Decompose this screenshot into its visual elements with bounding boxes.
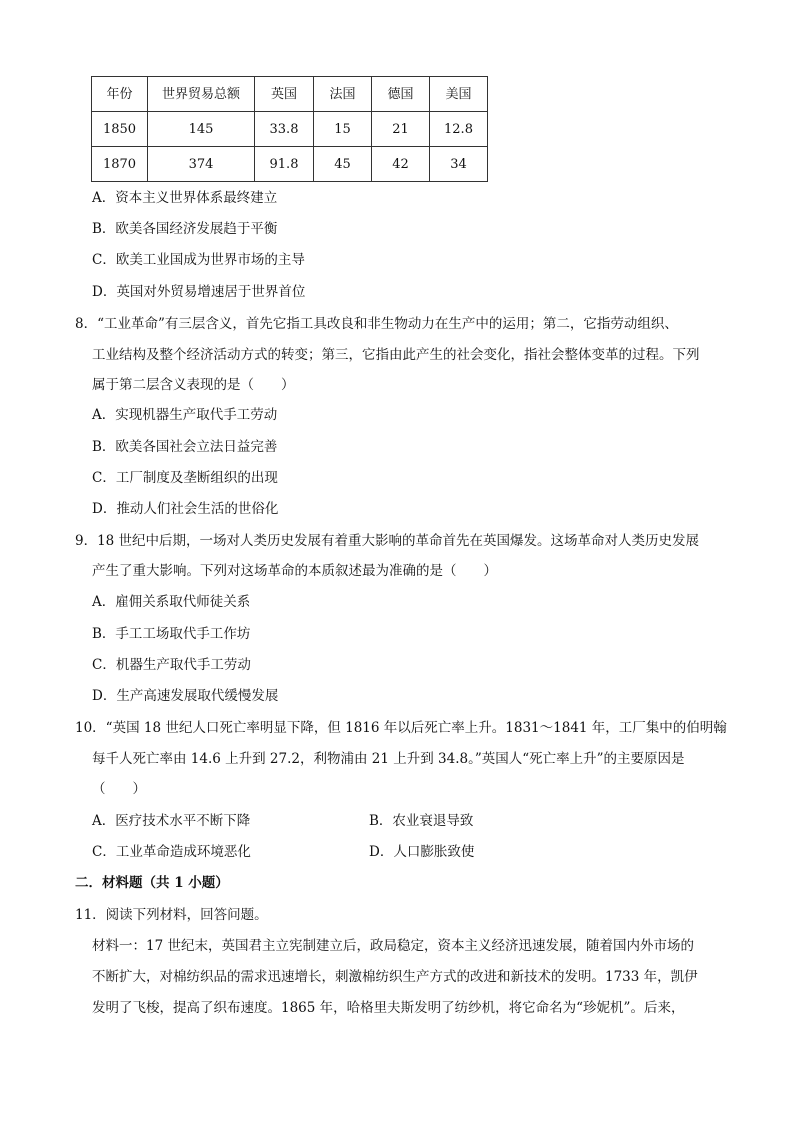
table-header-cell: 法国 xyxy=(314,77,372,112)
table-cell: 374 xyxy=(148,147,255,182)
q7-option-b: B．欧美各国经济发展趋于平衡 xyxy=(92,221,278,237)
table-cell: 34 xyxy=(430,147,488,182)
q11-material-line: 不断扩大，对棉纺织品的需求迅速增长，刺激棉纺织生产方式的改进和新技术的发明。1733 年，凯伊 xyxy=(92,969,698,985)
table-header-cell: 世界贸易总额 xyxy=(148,77,255,112)
table-cell: 21 xyxy=(372,112,430,147)
q7-option-d: D．英国对外贸易增速居于世界首位 xyxy=(92,284,306,300)
q8-stem-line: 8．“工业革命”有三层含义，首先它指工具改良和非生物动力在生产中的运用；第二，它指劳动组织、 xyxy=(75,316,678,332)
q10-stem-line: 每千人死亡率由 14.6 上升到 27.2，利物浦由 21 上升到 34.8。”英国人“死亡率上升”的主要原因是 xyxy=(92,751,685,767)
q11-prompt: 11．阅读下列材料，回答问题。 xyxy=(75,907,268,923)
q8-option-c: C．工厂制度及垄断组织的出现 xyxy=(92,470,278,486)
q9-stem-line: 9．18 世纪中后期，一场对人类历史发展有着重大影响的革命首先在英国爆发。这场革命对人类历史发展 xyxy=(75,533,700,549)
table-cell: 15 xyxy=(314,112,372,147)
table-header-cell: 年份 xyxy=(92,77,148,112)
q10-stem-line: 10．“英国 18 世纪人口死亡率明显下降，但 1816 年以后死亡率上升。1831～1841 年，工厂集中的伯明翰 xyxy=(75,720,727,736)
trade-table xyxy=(91,76,488,182)
table-header-cell: 美国 xyxy=(430,77,488,112)
q10-option-c: C．工业革命造成环境恶化 xyxy=(92,844,251,860)
table-cell: 33.8 xyxy=(255,112,314,147)
table-row xyxy=(92,112,488,147)
q10-option-b: B．农业衰退导致 xyxy=(369,813,474,829)
q8-option-b: B．欧美各国社会立法日益完善 xyxy=(92,439,278,455)
table-header-cell: 德国 xyxy=(372,77,430,112)
q8-stem-line: 属于第二层含义表现的是（ ） xyxy=(92,377,295,393)
table-cell: 42 xyxy=(372,147,430,182)
q8-option-a: A．实现机器生产取代手工劳动 xyxy=(92,407,278,423)
table-cell: 1870 xyxy=(92,147,148,182)
q9-option-c: C．机器生产取代手工劳动 xyxy=(92,657,251,673)
q9-option-d: D．生产高速发展取代缓慢发展 xyxy=(92,688,279,704)
q9-option-a: A．雇佣关系取代师徒关系 xyxy=(92,594,251,610)
q8-stem-line: 工业结构及整个经济活动方式的转变；第三，它指由此产生的社会变化，指社会整体变革的过程。下列 xyxy=(92,347,700,363)
table-cell: 45 xyxy=(314,147,372,182)
q7-option-c: C．欧美工业国成为世界市场的主导 xyxy=(92,252,305,268)
table-header-row xyxy=(92,77,488,112)
q9-option-b: B．手工工场取代手工作坊 xyxy=(92,626,251,642)
section-title: 二．材料题（共 1 小题） xyxy=(75,875,229,891)
table-header-cell: 英国 xyxy=(255,77,314,112)
table-cell: 12.8 xyxy=(430,112,488,147)
q10-option-a: A．医疗技术水平不断下降 xyxy=(92,813,251,829)
q8-option-d: D．推动人们社会生活的世俗化 xyxy=(92,501,279,517)
table-cell: 145 xyxy=(148,112,255,147)
q10-option-d: D．人口膨胀致使 xyxy=(369,844,475,860)
q7-option-a: A．资本主义世界体系最终建立 xyxy=(92,190,278,206)
q11-material-line: 材料一：17 世纪末，英国君主立宪制建立后，政局稳定，资本主义经济迅速发展，随着国内外市场的 xyxy=(92,938,694,954)
q10-stem-line: （ ） xyxy=(92,781,146,797)
table-cell: 91.8 xyxy=(255,147,314,182)
q9-stem-line: 产生了重大影响。下列对这场革命的本质叙述最为准确的是（ ） xyxy=(92,563,497,579)
table-cell: 1850 xyxy=(92,112,148,147)
table-row xyxy=(92,147,488,182)
q11-material-line: 发明了飞梭，提高了织布速度。1865 年，哈格里夫斯发明了纺纱机，将它命名为“珍妮机”。后来， xyxy=(92,1000,685,1016)
